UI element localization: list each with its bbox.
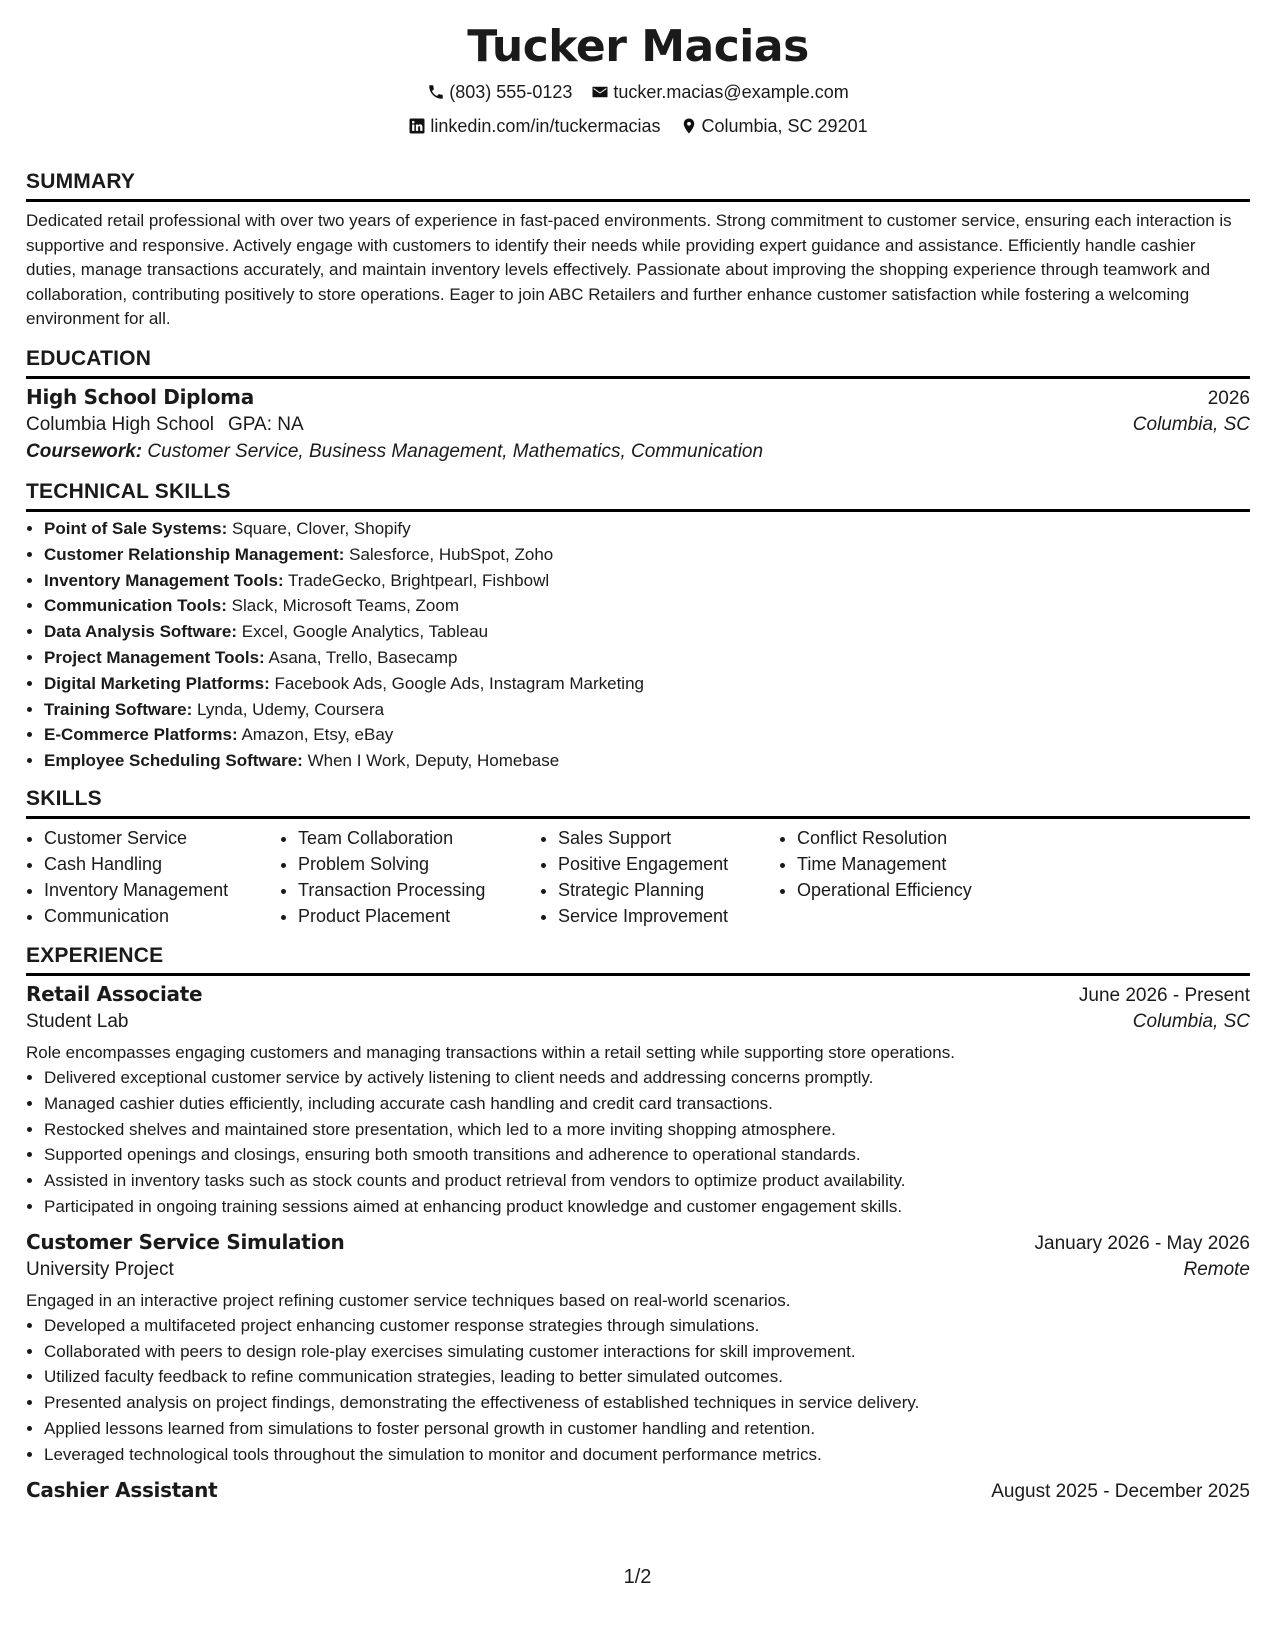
list-item: • Sales Support [558,825,779,851]
list-item: • Leveraged technological tools throughout the simulation to monitor and document performance metrics. [44,1442,1250,1468]
linkedin-icon [408,117,426,135]
list-item: • Operational Efficiency [797,877,1017,903]
skills-column [540,825,779,929]
list-item: • Cash Handling [44,851,280,877]
skills-section [26,786,1250,929]
job-dates: June 2026 - Present [1078,984,1250,1006]
list-item: • Service Improvement [558,903,779,929]
experience-section [26,943,1250,1503]
school-location: Columbia, SC [1132,413,1250,435]
skill-value: Asana, Trello, Basecamp [268,647,458,667]
section-title: TECHNICAL SKILLS [26,479,1250,512]
job-title: Retail Associate [26,981,203,1006]
education-row-2 [26,414,1250,436]
contact-line-2 [26,114,1250,141]
linkedin-contact[interactable] [408,114,660,138]
school-name: Columbia High School [26,413,214,435]
skill-label: E-Commerce Platforms: [44,725,238,745]
job-dates: August 2025 - December 2025 [991,1480,1250,1502]
skill-value: Facebook Ads, Google Ads, Instagram Marketing [274,673,644,693]
skill-label: Employee Scheduling Software: [44,751,303,771]
school-info [26,414,304,436]
list-item [44,748,1250,774]
list-item: • Managed cashier duties efficiently, including accurate cash handling and credit card transactions. [44,1091,1250,1117]
email-text: tucker.macias@example.com [613,82,849,102]
skill-value: Amazon, Etsy, eBay [241,725,394,745]
job-location: Remote [1183,1258,1250,1280]
list-item [44,722,1250,748]
skill-label: Training Software: [44,699,193,719]
envelope-icon [591,83,609,101]
skill-value: Slack, Microsoft Teams, Zoom [231,596,459,616]
phone-icon [427,83,445,101]
experience-header [26,982,1250,1007]
gpa: GPA: NA [228,413,304,435]
list-item: • Applied lessons learned from simulations to foster personal growth in customer handling and retention. [44,1416,1250,1442]
experience-header [26,1230,1250,1255]
skill-value: When I Work, Deputy, Homebase [307,751,560,771]
skills-column [779,825,1017,929]
list-item: • Participated in ongoing training sessions aimed at enhancing product knowledge and customer engagement skills. [44,1194,1250,1220]
education-section [26,346,1250,463]
list-item: • Utilized faculty feedback to refine communication strategies, leading to better simulated outcomes. [44,1364,1250,1390]
job-title: Customer Service Simulation [26,1229,345,1254]
skill-label: Project Management Tools: [44,647,265,667]
experience-entry [26,1230,1250,1468]
skills-column [280,825,540,929]
job-description: Engaged in an interactive project refining customer service techniques based on real-world scenarios. [26,1290,791,1310]
skill-label: Customer Relationship Management: [44,544,345,564]
job-bullets [26,1065,1250,1220]
location-contact [680,114,868,138]
skills-grid [26,825,1250,929]
list-item [44,542,1250,568]
job-location: Columbia, SC [1132,1010,1250,1032]
technical-skills-list [26,516,1250,774]
phone-text: (803) 555-0123 [449,82,573,102]
list-item [44,593,1250,619]
linkedin-text: linkedin.com/in/tuckermacias [430,116,661,136]
skill-label: Digital Marketing Platforms: [44,673,270,693]
phone-contact [427,80,572,104]
list-item: • Transaction Processing [298,877,540,903]
skill-label: Inventory Management Tools: [44,570,284,590]
experience-subheader [26,1259,1250,1281]
list-item: • Conflict Resolution [797,825,1017,851]
page-number: 1/2 [623,1566,652,1588]
skill-value: Lynda, Udemy, Coursera [197,699,385,719]
summary-text: Dedicated retail professional with over two years of experience in fast-paced environments. Strong commitment to customer service, ensuring each interaction is supportive and responsive. Actively engage with customers to identify their needs while providing expert guidance and assistance. Efficiently handle cashier duties, manage transactions accurately, and maintain inventory levels effectively. Passionate about improving the shopping experience through teamwork and collaboration, contributing positively to store operations. Eager to join ABC Retailers and further enhance customer satisfaction while fostering a welcoming environment for all. [26,211,1232,329]
summary-section [26,169,1250,332]
experience-entry [26,1478,1250,1503]
list-item: • Delivered exceptional customer service by actively listening to client needs and addressing concerns promptly. [44,1065,1250,1091]
skill-value: Square, Clover, Shopify [232,518,411,538]
map-pin-icon [680,117,698,135]
list-item: • Developed a multifaceted project enhancing customer response strategies through simulations. [44,1313,1250,1339]
skill-label: Communication Tools: [44,596,227,616]
list-item: • Product Placement [298,903,540,929]
skill-value: TradeGecko, Brightpearl, Fishbowl [288,570,550,590]
job-bullets [26,1313,1250,1468]
coursework-list: Customer Service, Business Management, Mathematics, Communication [147,440,764,462]
section-title: EDUCATION [26,346,1250,379]
list-item: • Supported openings and closings, ensuring both smooth transitions and adherence to operational standards. [44,1142,1250,1168]
list-item [44,671,1250,697]
graduation-year: 2026 [1207,387,1250,409]
experience-entry [26,982,1250,1220]
list-item [44,516,1250,542]
organization: Student Lab [26,1010,129,1032]
list-item [44,619,1250,645]
degree: High School Diploma [26,384,254,409]
coursework-label: Coursework: [26,440,143,462]
list-item: • Strategic Planning [558,877,779,903]
candidate-name: Tucker Macias [467,21,809,72]
list-item: • Communication [44,903,280,929]
section-title: SKILLS [26,786,1250,819]
list-item [44,568,1250,594]
job-description: Role encompasses engaging customers and managing transactions within a retail setting while supporting store operations. [26,1042,955,1062]
section-title: EXPERIENCE [26,943,1250,976]
job-title: Cashier Assistant [26,1477,218,1502]
list-item: • Presented analysis on project findings, demonstrating the effectiveness of established techniques in service delivery. [44,1390,1250,1416]
experience-subheader [26,1011,1250,1033]
list-item [44,645,1250,671]
list-item: • Inventory Management [44,877,280,903]
skill-value: Excel, Google Analytics, Tableau [241,622,489,642]
contact-line-1 [26,80,1250,107]
list-item [44,697,1250,723]
organization: University Project [26,1258,174,1280]
experience-header [26,1478,1250,1503]
list-item: • Time Management [797,851,1017,877]
list-item: • Assisted in inventory tasks such as stock counts and product retrieval from vendors to optimize product availability. [44,1168,1250,1194]
list-item: • Team Collaboration [298,825,540,851]
education-row-1 [26,385,1250,410]
list-item: • Restocked shelves and maintained store presentation, which led to a more inviting shopping atmosphere. [44,1117,1250,1143]
skill-label: Data Analysis Software: [44,622,238,642]
location-text: Columbia, SC 29201 [701,116,868,136]
coursework [26,441,1250,463]
list-item: • Positive Engagement [558,851,779,877]
skill-value: Salesforce, HubSpot, Zoho [349,544,554,564]
skills-column [26,825,280,929]
list-item: • Customer Service [44,825,280,851]
section-title: SUMMARY [26,169,1250,202]
list-item: • Problem Solving [298,851,540,877]
email-contact[interactable] [591,80,848,104]
list-item: • Collaborated with peers to design role-play exercises simulating customer interactions for skill improvement. [44,1339,1250,1365]
skill-label: Point of Sale Systems: [44,518,228,538]
technical-skills-section [26,479,1250,774]
job-dates: January 2026 - May 2026 [1034,1232,1250,1254]
resume-page [26,20,1250,1503]
